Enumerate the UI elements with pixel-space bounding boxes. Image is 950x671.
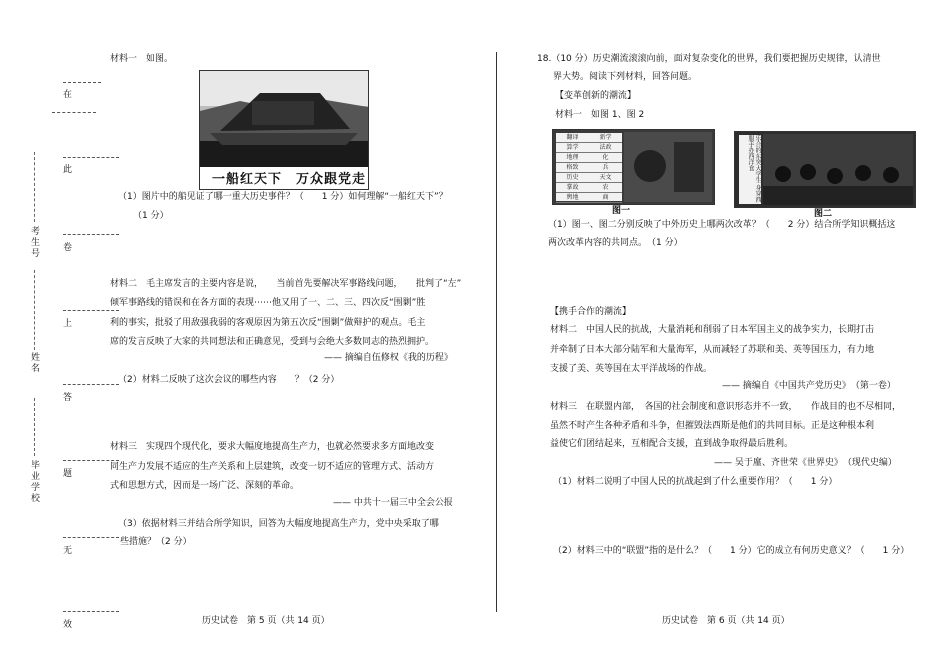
figure-2-photo-icon	[763, 134, 913, 205]
right-question-1b-text: （1）材料二说明了中国人民的抗战起到了什么重要作用？（ 1 分）	[553, 477, 838, 487]
question-3-line-2: 些措施？（2 分）	[120, 537, 192, 547]
figure-1-table-cell: 格致	[566, 164, 579, 171]
right-question-1-line-2: 两次改革内容的共同点。 （1 分）	[548, 238, 683, 248]
figure-1-table-cell: 翻译	[566, 134, 579, 141]
figure-1-table-row	[556, 143, 622, 153]
seal-char-7: 无	[63, 546, 73, 556]
red-boat-photo	[199, 70, 369, 190]
question-1-score: （1 分）	[133, 211, 169, 221]
figure-1-table-cell: 法政	[599, 144, 612, 151]
material-2-line-3: 利的事实，批驳了用敌强我弱的客观原因为第五次反“围剿”做辩护的观点。毛主	[110, 318, 426, 328]
seal-char-4: 上	[63, 319, 73, 329]
right-page-footer: 历史试卷 第 6 页（共 14 页）	[662, 616, 790, 626]
question-18-line-2: 界大势。阅读下列材料，回答问题。	[553, 72, 698, 82]
seal-char-1: 在	[63, 90, 73, 100]
right-question-2b-text: （2）材料三中的“联盟”指的是什么？（ 1 分）它的成立有何历史意义？（ 1 分）	[553, 546, 910, 556]
figure-1-table-row	[556, 163, 622, 173]
material-3-line-3: 式和思想方式，因而是一场广泛、深刻的革命。	[110, 481, 300, 491]
right-material-3-line-2: 虽然不时产生各种矛盾和斗争，但摧毁法西斯是他们的共同目标。正是这种根本利	[550, 421, 875, 431]
right-material-2-line-3: 支援了美、英等国在太平洋战场的作战。	[550, 364, 713, 374]
material-2-source: —— 摘编自伍修权《我的历程》	[324, 353, 453, 363]
material-2-line-1: 材料二 毛主席发言的主要内容是说， 当前首先要解决军事路线问题， 批判了“左”	[110, 279, 462, 289]
figure-1-image	[552, 129, 715, 205]
figure-1-table-cell: 舆地	[566, 194, 579, 201]
figure-1-table-cell: 兵	[602, 164, 609, 171]
question-1-text: （1）图片中的船见证了哪一重大历史事件？（ 1 分）如何理解“一船红天下”？	[118, 192, 448, 202]
figure-1-photo-icon	[624, 132, 712, 202]
section-reform-title: 【变革创新的潮流】	[555, 91, 637, 101]
figure-2-banner: 乐合的东突大学生 身穿西服手办西洋食	[739, 135, 761, 204]
seal-char-3: 卷	[63, 243, 73, 253]
field-school-label: 毕业学校	[29, 460, 39, 504]
right-material-2-source: —— 摘编自《中国共产党历史》 （第一卷）	[722, 381, 896, 391]
section-cooperation-title: 【携手合作的潮流】	[550, 307, 632, 317]
material-1-label: 材料一 如图。	[110, 54, 174, 64]
seal-char-6: 题	[63, 469, 73, 479]
question-2-text: （2）材料二反映了这次会议的哪些内容 ？（2 分）	[118, 375, 340, 385]
figure-1-table-row	[556, 153, 622, 163]
question-3-line-1: （3）依据材料三并结合所学知识，回答为大幅度地提高生产力，党中央采取了哪	[118, 519, 439, 529]
figure-1-table-cell: 历史	[566, 174, 579, 181]
field-name-label: 姓名	[29, 352, 39, 374]
right-material-2-line-2: 并牵制了日本大部分陆军和大量海军，从而减轻了苏联和美、英等国压力，有力地	[550, 345, 875, 355]
figure-1-table-row	[556, 133, 622, 143]
material-2-line-4: 席的发言反映了大家的共同想法和正确意见，受到与会绝大多数同志的热烈拥护。	[110, 337, 435, 347]
figure-1-table-cell: 地理	[566, 154, 579, 161]
figure-1-table-cell: 算学	[566, 144, 579, 151]
right-material-1-label: 材料一 如图 1、图 2	[555, 110, 645, 120]
material-3-line-1: 材料三 实现四个现代化，要求大幅度地提高生产力，也就必然要求多方面地改变	[110, 442, 435, 452]
figure-1-table-cell: 商	[602, 194, 609, 201]
page-divider	[496, 52, 497, 612]
figure-1-table-row	[556, 193, 622, 203]
figure-2-image	[734, 131, 916, 208]
material-2-line-2: 倾军事路线的错误和在各方面的表现⋯⋯他又用了一、二、三、四次反“围剿”胜	[110, 298, 426, 308]
question-18-line-1: 18.（10 分）历史潮流滚滚向前，面对复杂变化的世界，我们要把握历史规律，认清世	[537, 54, 881, 64]
figure-1-table-cell: 化	[602, 154, 609, 161]
figure-1-table-cell: 掌故	[566, 184, 579, 191]
seal-char-2: 此	[63, 165, 73, 175]
figure-1-table-cell: 农	[602, 184, 609, 191]
right-material-3-source: —— 吴于廑、齐世荣《世界史》 （现代史编）	[714, 458, 897, 468]
figure-1-course-table	[556, 133, 622, 201]
right-material-2-line-1: 材料二 中国人民的抗战，大量消耗和削弱了日本军国主义的战争实力，长期打击	[550, 325, 875, 335]
material-3-source: —— 中共十一届三中全会公报	[333, 498, 453, 508]
material-3-line-2: 同生产力发展不适应的生产关系和上层建筑，改变一切不适应的管理方式、活动方	[110, 462, 435, 472]
right-material-3-line-1: 材料三 在联盟内部， 各国的社会制度和意识形态并不一致， 作战目的也不尽相同，	[550, 402, 902, 412]
field-kaosheng-label: 考生号	[29, 226, 39, 259]
figure-1-caption: 图一	[612, 206, 631, 216]
figure-2-caption: 图二	[814, 209, 833, 219]
photo-caption: 一船红天下 万众跟党走	[212, 172, 367, 187]
figure-1-table-row	[556, 173, 622, 183]
figure-1-table-row	[556, 183, 622, 193]
left-page-footer: 历史试卷 第 5 页（共 14 页）	[202, 616, 330, 626]
figure-1-table-cell: 天文	[599, 174, 612, 181]
seal-char-5: 答	[63, 393, 73, 403]
boat-image-icon	[200, 71, 368, 167]
figure-1-table-cell: 新学	[599, 134, 612, 141]
seal-char-8: 效	[63, 620, 73, 630]
right-material-3-line-3: 益使它们团结起来，互相配合支援，直到战争取得最后胜利。	[550, 439, 794, 449]
right-question-1-line-1: （1）图一、图二分别反映了中外历史上哪两次改革？（ 2 分）结合所学知识概括这	[548, 220, 896, 230]
